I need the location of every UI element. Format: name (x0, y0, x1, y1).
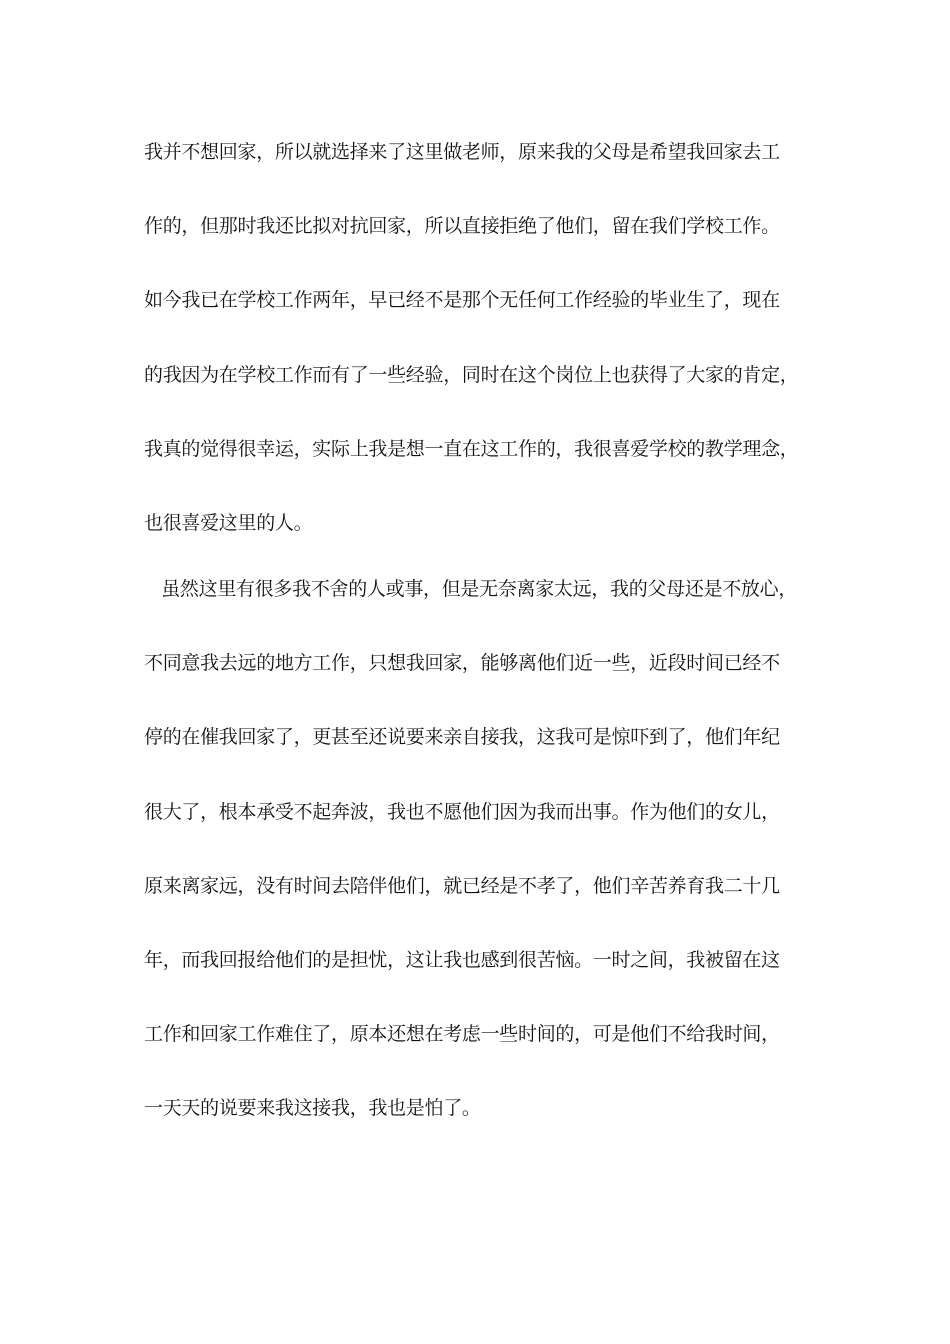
text-line: 很大了，根本承受不起奔波，我也不愿他们因为我而出事。作为他们的女儿， (144, 800, 780, 823)
paragraph-1 (144, 132, 809, 577)
text-line: 我并不想回家，所以就选择来了这里做老师，原来我的父母是希望我回家去工 (144, 141, 780, 163)
text-line: 我真的觉得很幸运，实际上我是想一直在这工作的，我很喜爱学校的教学理念， (144, 437, 799, 460)
text-line: 原来离家远，没有时间去陪伴他们，就已经是不孝了，他们辛苦养育我二十几 (144, 874, 780, 897)
paragraph-2 (144, 569, 809, 1163)
text-line: 作的，但那时我还比拟对抗回家，所以直接拒绝了他们，留在我们学校工作。 (144, 215, 780, 238)
text-line: 工作和回家工作难住了，原本还想在考虑一些时间的，可是他们不给我时间， (144, 1023, 780, 1046)
text-line: 的我因为在学校工作而有了一些经验，同时在这个岗位上也获得了大家的肯定， (144, 363, 799, 386)
text-line: 如今我已在学校工作两年，早已经不是那个无任何工作经验的毕业生了，现在 (144, 289, 780, 312)
text-line: 虽然这里有很多我不舍的人或事，但是无奈离家太远，我的父母还是不放心， (144, 578, 798, 600)
text-line: 年，而我回报给他们的是担忧，这让我也感到很苦恼。一时之间，我被留在这 (144, 948, 780, 971)
text-line: 也很喜爱这里的人。 (144, 511, 313, 534)
text-line: 停的在催我回家了，更甚至还说要来亲自接我，这我可是惊吓到了，他们年纪 (144, 726, 780, 749)
text-line: 不同意我去远的地方工作，只想我回家，能够离他们近一些，近段时间已经不 (144, 652, 780, 675)
text-line: 一天天的说要来我这接我，我也是怕了。 (144, 1097, 481, 1120)
